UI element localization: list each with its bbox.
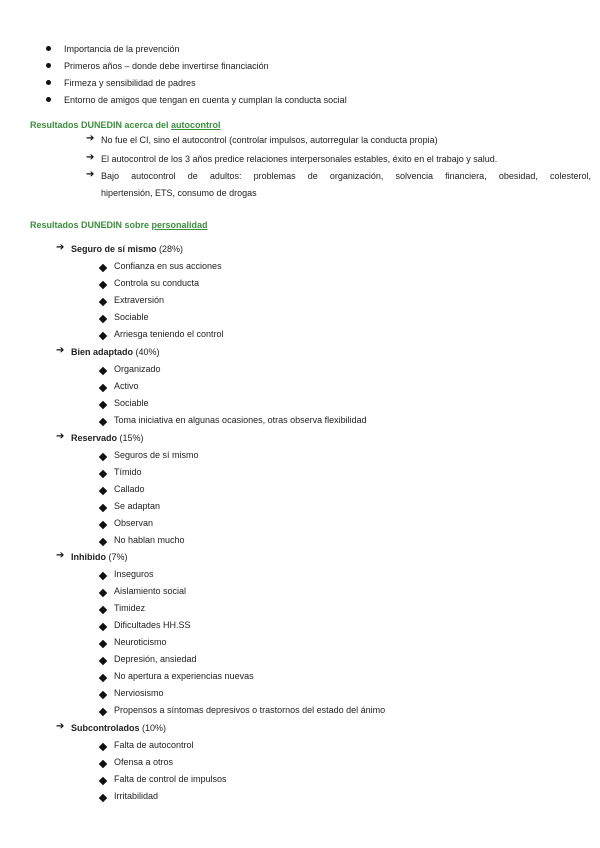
- trait-item: Tímido: [114, 467, 142, 477]
- trait-item: Falta de autocontrol: [114, 740, 194, 750]
- arrow-right-icon: ➔: [56, 721, 65, 732]
- intro-bullet-text: Entorno de amigos que tengan en cuenta y cumplan la conducta social: [64, 95, 347, 105]
- trait-item: Sociable: [114, 312, 149, 322]
- autocontrol-heading: [30, 119, 221, 131]
- trait-item: Seguros de sí mismo: [114, 450, 199, 460]
- diamond-bullet-icon: [99, 264, 107, 272]
- trait-item: Toma iniciativa en algunas ocasiones, otras observa flexibilidad: [114, 415, 367, 425]
- trait-item: Propensos a síntomas depresivos o trastornos del estado del ánimo: [114, 705, 386, 715]
- category-percent: (40%): [135, 347, 160, 357]
- autocontrol-item: No fue el CI, sino el autocontrol (controlar impulsos, autorregular la conducta propia): [101, 135, 438, 145]
- autocontrol-item: El autocontrol de los 3 años predice relaciones interpersonales estables, éxito en el trabajo y salud.: [101, 154, 498, 164]
- diamond-bullet-icon: [99, 691, 107, 699]
- trait-item: Nerviosismo: [114, 688, 164, 698]
- trait-item: Confianza en sus acciones: [114, 261, 222, 271]
- category-title: [71, 243, 183, 255]
- arrow-right-icon: ➔: [56, 345, 65, 356]
- category-title: [71, 722, 166, 734]
- diamond-bullet-icon: [99, 367, 107, 375]
- diamond-bullet-icon: [99, 487, 107, 495]
- trait-item: Ofensa a otros: [114, 757, 174, 767]
- diamond-bullet-icon: [99, 572, 107, 580]
- category-name: Inhibido: [71, 552, 106, 562]
- trait-item: Aislamiento social: [114, 586, 187, 596]
- category-percent: (28%): [159, 244, 184, 254]
- diamond-bullet-icon: [99, 281, 107, 289]
- diamond-bullet-icon: [99, 794, 107, 802]
- diamond-bullet-icon: [99, 298, 107, 306]
- trait-item: Falta de control de impulsos: [114, 774, 227, 784]
- category-name: Subcontrolados: [71, 723, 140, 733]
- category-name: Bien adaptado: [71, 347, 134, 357]
- intro-bullet-text: Firmeza y sensibilidad de padres: [64, 78, 196, 88]
- intro-bullet-text: Primeros años – donde debe invertirse financiación: [64, 61, 269, 71]
- arrow-right-icon: ➔: [56, 550, 65, 561]
- diamond-bullet-icon: [99, 538, 107, 546]
- diamond-bullet-icon: [99, 743, 107, 751]
- diamond-bullet-icon: [99, 332, 107, 340]
- category-title: [71, 346, 160, 358]
- arrow-right-icon: ➔: [86, 169, 95, 180]
- diamond-bullet-icon: [99, 708, 107, 716]
- trait-item: Depresión, ansiedad: [114, 654, 197, 664]
- diamond-bullet-icon: [99, 606, 107, 614]
- autocontrol-link[interactable]: autocontrol: [171, 120, 221, 130]
- intro-bullet-text: Importancia de la prevención: [64, 44, 180, 54]
- trait-item: Dificultades HH.SS: [114, 620, 191, 630]
- heading-prefix: Resultados DUNEDIN sobre: [30, 220, 152, 230]
- category-name: Reservado: [71, 433, 118, 443]
- category-title: [71, 432, 144, 444]
- bullet-dot-icon: [46, 46, 51, 51]
- bullet-dot-icon: [46, 80, 51, 85]
- trait-item: No apertura a experiencias nuevas: [114, 671, 254, 681]
- trait-item: Extraversión: [114, 295, 165, 305]
- trait-item: Timidez: [114, 603, 146, 613]
- category-title: [71, 551, 128, 563]
- diamond-bullet-icon: [99, 470, 107, 478]
- category-percent: (15%): [119, 433, 144, 443]
- diamond-bullet-icon: [99, 418, 107, 426]
- diamond-bullet-icon: [99, 640, 107, 648]
- trait-item: Sociable: [114, 398, 149, 408]
- trait-item: Activo: [114, 381, 139, 391]
- personalidad-link[interactable]: personalidad: [151, 220, 208, 230]
- bullet-dot-icon: [46, 97, 51, 102]
- trait-item: Irritabilidad: [114, 791, 159, 801]
- diamond-bullet-icon: [99, 674, 107, 682]
- trait-item: Inseguros: [114, 569, 154, 579]
- trait-item: Controla su conducta: [114, 278, 200, 288]
- arrow-right-icon: ➔: [56, 431, 65, 442]
- trait-item: No hablan mucho: [114, 535, 185, 545]
- bullet-dot-icon: [46, 63, 51, 68]
- autocontrol-item: Bajo autocontrol de adultos: problemas de organización, solvencia financiera, obesidad, colesterol,: [101, 171, 591, 181]
- heading-prefix: Resultados DUNEDIN acerca del: [30, 120, 172, 130]
- category-percent: (7%): [108, 552, 128, 562]
- diamond-bullet-icon: [99, 760, 107, 768]
- trait-item: Arriesga teniendo el control: [114, 329, 224, 339]
- diamond-bullet-icon: [99, 453, 107, 461]
- diamond-bullet-icon: [99, 623, 107, 631]
- diamond-bullet-icon: [99, 401, 107, 409]
- category-name: Seguro de sí mismo: [71, 244, 157, 254]
- trait-item: Neuroticismo: [114, 637, 167, 647]
- diamond-bullet-icon: [99, 777, 107, 785]
- arrow-right-icon: ➔: [86, 152, 95, 163]
- diamond-bullet-icon: [99, 315, 107, 323]
- diamond-bullet-icon: [99, 504, 107, 512]
- trait-item: Callado: [114, 484, 145, 494]
- autocontrol-item-continued: hipertensión, ETS, consumo de drogas: [101, 188, 257, 198]
- diamond-bullet-icon: [99, 657, 107, 665]
- personalidad-heading: [30, 219, 208, 231]
- trait-item: Organizado: [114, 364, 161, 374]
- diamond-bullet-icon: [99, 521, 107, 529]
- trait-item: Observan: [114, 518, 154, 528]
- arrow-right-icon: ➔: [86, 133, 95, 144]
- diamond-bullet-icon: [99, 384, 107, 392]
- trait-item: Se adaptan: [114, 501, 161, 511]
- diamond-bullet-icon: [99, 589, 107, 597]
- category-percent: (10%): [142, 723, 167, 733]
- arrow-right-icon: ➔: [56, 242, 65, 253]
